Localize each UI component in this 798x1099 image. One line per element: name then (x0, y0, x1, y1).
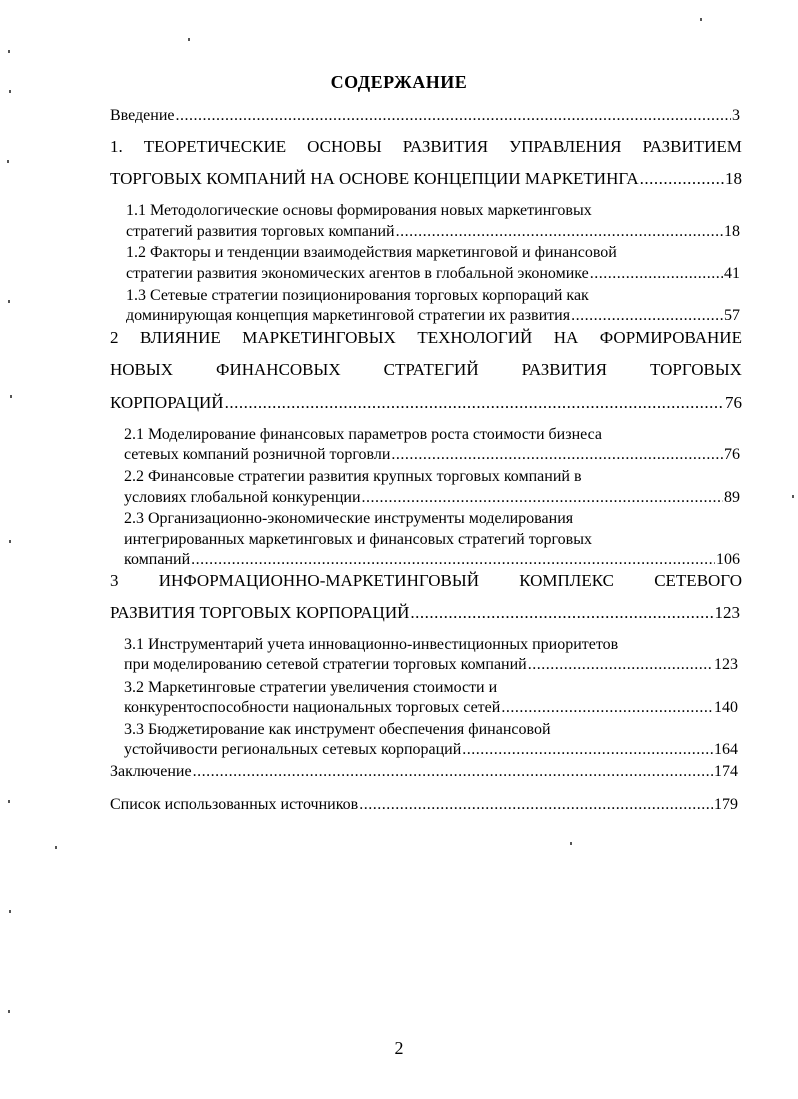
toc-entry-intro[interactable] (110, 106, 740, 126)
word: ТОРГОВЫХ (649, 360, 742, 379)
word: 1. (110, 137, 123, 156)
word: ОСНОВЫ (307, 137, 382, 156)
toc-entry-references[interactable] (110, 795, 738, 815)
toc-entry-label: конкурентоспособности национальных торговых сетей (124, 699, 501, 716)
scan-speck (8, 800, 10, 803)
chapter-2-heading-line-2[interactable] (110, 360, 742, 380)
word: УПРАВЛЕНИЯ (509, 137, 622, 156)
section-1-2-line-1[interactable]: 1.2 Факторы и тенденции взаимодействия маркетинговой и финансовой (126, 244, 617, 261)
section-3-2-line-1[interactable]: 3.2 Маркетинговые стратегии увеличения стоимости и (124, 679, 498, 696)
section-2-2-line-1[interactable]: 2.2 Финансовые стратегии развития крупных торговых компаний в (124, 468, 582, 485)
chapter-1-heading-line-1[interactable] (110, 137, 742, 157)
word: 2 (110, 328, 119, 347)
leader-dots (359, 795, 713, 815)
toc-entry-page: 3 (732, 107, 740, 124)
chapter-3-heading-line-1[interactable] (110, 571, 742, 591)
leader-dots (640, 169, 724, 189)
toc-entry-label: компаний (124, 551, 191, 568)
leader-dots (391, 445, 723, 465)
section-3-1-line-2[interactable] (124, 655, 738, 675)
scan-speck (10, 395, 12, 398)
word: НА (553, 328, 579, 347)
leader-dots (590, 264, 723, 284)
leader-dots (528, 655, 713, 675)
leader-dots (396, 222, 723, 242)
toc-entry-page: 164 (714, 741, 738, 758)
chapter-1-heading-line-2[interactable] (110, 169, 742, 189)
word: СТРАТЕГИЙ (383, 360, 479, 379)
toc-entry-page: 123 (714, 603, 740, 622)
toc-entry-page: 89 (724, 489, 740, 506)
toc-entry-page: 179 (714, 796, 738, 813)
toc-entry-page: 18 (724, 223, 740, 240)
chapter-2-heading-line-3[interactable] (110, 393, 742, 413)
section-3-1-line-1[interactable]: 3.1 Инструментарий учета инновационно-инвестиционных приоритетов (124, 636, 619, 653)
word: ТЕХНОЛОГИЙ (417, 328, 533, 347)
word: РАЗВИТИЯ (521, 360, 607, 379)
scan-speck (9, 90, 11, 93)
section-1-2-line-2[interactable] (126, 264, 740, 284)
chapter-2-heading-line-1[interactable] (110, 328, 742, 348)
section-2-3-line-3[interactable] (124, 550, 740, 570)
scan-speck (9, 540, 11, 543)
toc-entry-label: условиях глобальной конкуренции (124, 489, 361, 506)
toc-entry-page: 106 (716, 551, 740, 568)
word: ТЕОРЕТИЧЕСКИЕ (143, 137, 287, 156)
section-2-2-line-2[interactable] (124, 488, 740, 508)
scan-speck (8, 300, 10, 303)
section-1-1-line-1[interactable]: 1.1 Методологические основы формирования новых маркетинговых (126, 202, 592, 219)
toc-entry-label: доминирующая концепция маркетинговой стратегии их развития (126, 307, 571, 324)
toc-title: СОДЕРЖАНИЕ (330, 72, 468, 92)
scan-speck (792, 495, 794, 498)
toc-entry-label: РАЗВИТИЯ ТОРГОВЫХ КОРПОРАЦИЙ (110, 603, 410, 622)
leader-dots (410, 603, 713, 623)
section-2-3-line-2[interactable]: интегрированных маркетинговых и финансовых стратегий торговых (124, 531, 592, 548)
leader-dots (501, 698, 713, 718)
scan-speck (9, 910, 11, 913)
toc-entry-label: ТОРГОВЫХ КОМПАНИЙ НА ОСНОВЕ КОНЦЕПЦИИ МАРКЕТИНГА (110, 169, 639, 188)
scan-speck (570, 842, 572, 845)
section-3-3-line-1[interactable]: 3.3 Бюджетирование как инструмент обеспечения финансовой (124, 721, 551, 738)
word: СЕТЕВОГО (654, 571, 742, 590)
toc-entry-label: Введение (110, 107, 175, 124)
section-1-3-line-1[interactable]: 1.3 Сетевые стратегии позиционирования торговых корпораций как (126, 287, 589, 304)
word: НОВЫХ (110, 360, 173, 379)
scan-speck (8, 50, 10, 53)
toc-entry-label: сетевых компаний розничной торговли (124, 446, 391, 463)
word: ФИНАНСОВЫХ (216, 360, 341, 379)
leader-dots (193, 762, 713, 782)
leader-dots (362, 488, 723, 508)
toc-entry-label: устойчивости региональных сетевых корпораций (124, 741, 462, 758)
leader-dots (191, 550, 715, 570)
leader-dots (571, 306, 723, 326)
word: КОМПЛЕКС (519, 571, 614, 590)
toc-entry-label: Список использованных источников (110, 796, 359, 813)
toc-entry-page: 18 (725, 169, 742, 188)
toc-entry-page: 174 (714, 763, 738, 780)
toc-entry-page: 57 (724, 307, 740, 324)
toc-entry-label: при моделированию сетевой стратегии торговых компаний (124, 656, 527, 673)
word: ФОРМИРОВАНИЕ (599, 328, 742, 347)
word: РАЗВИТИЯ (402, 137, 489, 156)
word: МАРКЕТИНГОВЫХ (242, 328, 396, 347)
toc-entry-page: 76 (724, 446, 740, 463)
toc-entry-conclusion[interactable] (110, 762, 738, 782)
scan-speck (7, 160, 9, 163)
page-number: 2 (394, 1038, 404, 1058)
section-3-3-line-2[interactable] (124, 740, 738, 760)
section-2-1-line-1[interactable]: 2.1 Моделирование финансовых параметров роста стоимости бизнеса (124, 426, 603, 443)
toc-entry-label: КОРПОРАЦИЙ (110, 393, 224, 412)
section-1-3-line-2[interactable] (126, 306, 740, 326)
leader-dots (176, 106, 732, 126)
leader-dots (225, 393, 724, 413)
scan-speck (55, 846, 57, 849)
toc-entry-label: стратегий развития торговых компаний (126, 223, 395, 240)
scan-speck (8, 1010, 10, 1013)
scan-speck (700, 18, 702, 21)
section-3-2-line-2[interactable] (124, 698, 738, 718)
word: ИНФОРМАЦИОННО-МАРКЕТИНГОВЫЙ (158, 571, 479, 590)
section-1-1-line-2[interactable] (126, 222, 740, 242)
section-2-1-line-2[interactable] (124, 445, 740, 465)
word: ВЛИЯНИЕ (139, 328, 221, 347)
toc-entry-page: 140 (714, 699, 738, 716)
scan-speck (188, 38, 190, 41)
toc-entry-page: 123 (714, 656, 738, 673)
toc-entry-label: стратегии развития экономических агентов в глобальной экономике (126, 265, 589, 282)
word: РАЗВИТИЕМ (642, 137, 742, 156)
word: 3 (110, 571, 119, 590)
section-2-3-line-1[interactable]: 2.3 Организационно-экономические инструменты моделирования (124, 510, 574, 527)
chapter-3-heading-line-2[interactable] (110, 603, 740, 623)
toc-entry-page: 41 (724, 265, 740, 282)
toc-entry-page: 76 (725, 393, 742, 412)
toc-entry-label: Заключение (110, 763, 192, 780)
leader-dots (462, 740, 713, 760)
